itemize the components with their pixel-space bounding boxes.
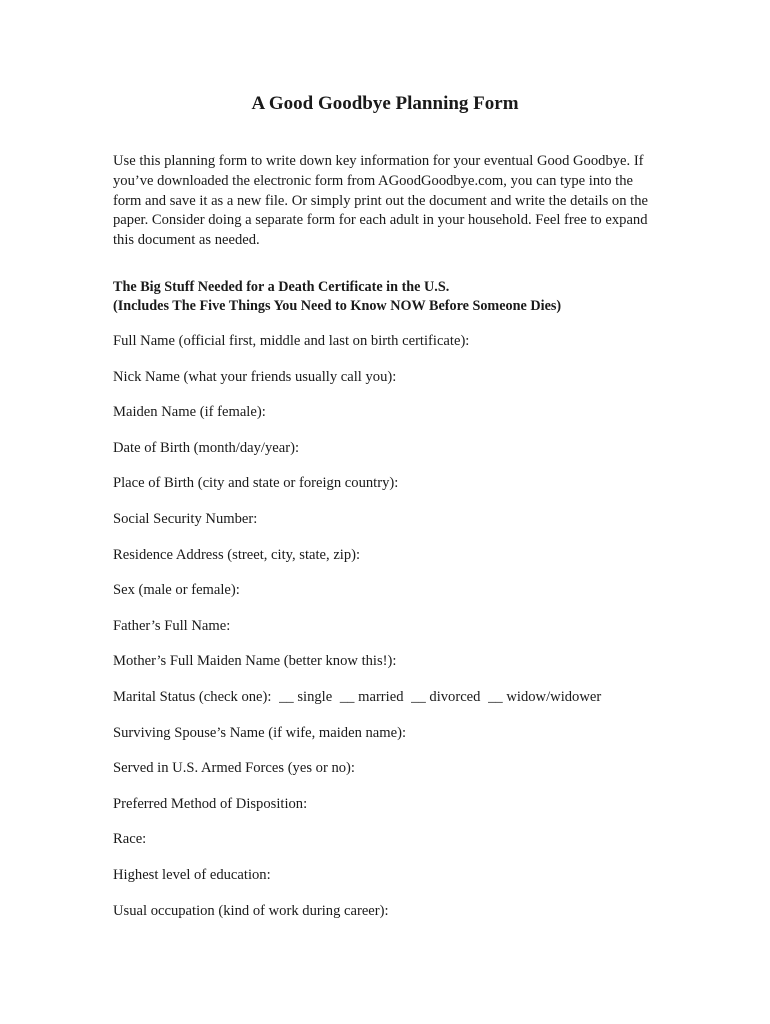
field-marital-status (113, 687, 673, 723)
field-label: Served in U.S. Armed Forces (yes or no): (113, 760, 355, 777)
form-field-list (113, 331, 673, 936)
field-label: Residence Address (street, city, state, zip): (113, 546, 361, 563)
marital-option-single[interactable]: __ single (279, 688, 333, 705)
field-date-of-birth[interactable] (113, 438, 673, 474)
marital-option-widow[interactable]: __ widow/widower (488, 688, 602, 705)
field-mother-maiden-name[interactable] (113, 651, 673, 687)
section-heading-line-2: (Includes The Five Things You Need to Know NOW Before Someone Dies) (113, 298, 562, 314)
field-full-name[interactable] (113, 331, 673, 367)
field-place-of-birth[interactable] (113, 473, 673, 509)
field-ssn[interactable] (113, 509, 673, 545)
field-surviving-spouse[interactable] (113, 723, 673, 759)
marital-option-divorced[interactable]: __ divorced (411, 688, 481, 705)
field-occupation[interactable] (113, 901, 673, 937)
field-sex[interactable] (113, 580, 673, 616)
section-heading-line-1: The Big Stuff Needed for a Death Certificate in the U.S. (113, 279, 450, 295)
section-heading (113, 278, 673, 316)
field-maiden-name[interactable] (113, 402, 673, 438)
field-label: Preferred Method of Disposition: (113, 795, 308, 812)
field-label: Highest level of education: (113, 866, 271, 883)
field-label: Date of Birth (month/day/year): (113, 439, 300, 456)
field-education[interactable] (113, 865, 673, 901)
field-label: Social Security Number: (113, 510, 258, 527)
marital-options (275, 689, 605, 705)
field-label: Nick Name (what your friends usually call you): (113, 368, 397, 385)
field-label: Maiden Name (if female): (113, 404, 266, 421)
field-residence-address[interactable] (113, 545, 673, 581)
field-label: Full Name (official first, middle and last on birth certificate): (113, 333, 470, 349)
page-title: A Good Goodbye Planning Form (251, 93, 519, 114)
field-nick-name[interactable] (113, 367, 673, 403)
field-label: Place of Birth (city and state or foreign country): (113, 475, 399, 492)
field-father-name[interactable] (113, 616, 673, 652)
field-label: Marital Status (check one): (113, 688, 272, 705)
marital-option-married[interactable]: __ married (339, 688, 404, 705)
field-label: Father’s Full Name: (113, 617, 231, 634)
field-label: Mother’s Full Maiden Name (better know this!): (113, 653, 397, 670)
field-label: Sex (male or female): (113, 582, 240, 599)
field-label: Usual occupation (kind of work during career): (113, 902, 389, 919)
field-disposition[interactable] (113, 794, 673, 830)
intro-paragraph: Use this planning form to write down key information for your eventual Good Goodbye. If you’ve downloaded the electronic form from AGoodGoodbye.com, you can type into the form and save it as a new file. Or simply print out the document and write the details on the paper. Consider doing a separate form for each adult in your household. Feel free to expand this document as needed. (113, 153, 648, 249)
field-label: Surviving Spouse’s Name (if wife, maiden name): (113, 724, 407, 741)
field-race[interactable] (113, 829, 673, 865)
field-label: Race: (113, 831, 147, 848)
field-armed-forces[interactable] (113, 758, 673, 794)
